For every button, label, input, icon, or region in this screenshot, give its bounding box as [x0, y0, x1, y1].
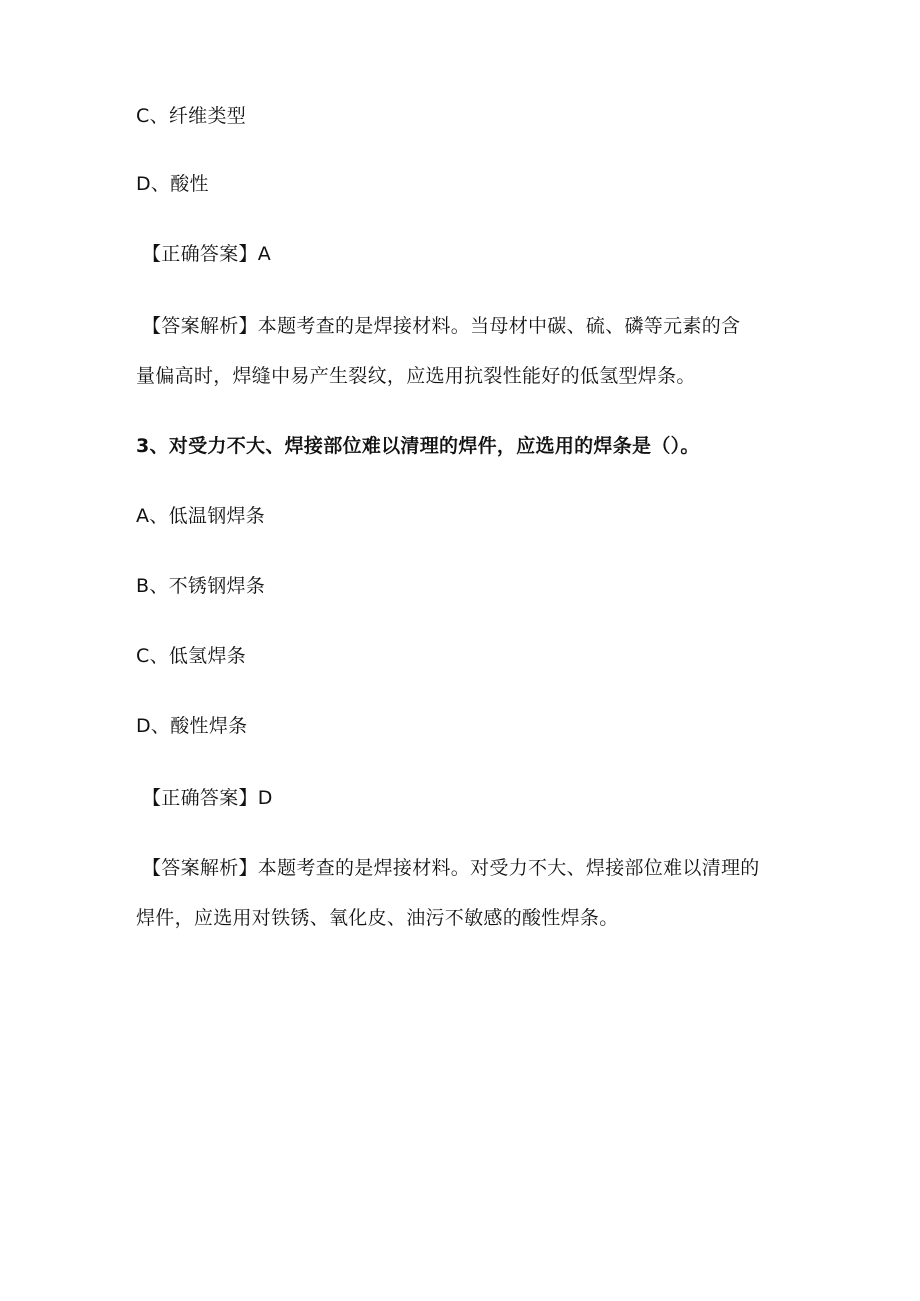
- correct-answer-prev: 【正确答案】A: [142, 243, 272, 265]
- question-3-option-a: A、低温钢焊条: [136, 505, 266, 527]
- question-3-explanation-line-1: 【答案解析】本题考查的是焊接材料。对受力不大、焊接部位难以清理的: [142, 857, 760, 879]
- question-3-correct-answer: 【正确答案】D: [142, 787, 273, 809]
- question-3-stem: 3、对受力不大、焊接部位难以清理的焊件，应选用的焊条是（）。: [136, 435, 700, 457]
- question-3-option-c: C、低氢焊条: [136, 645, 247, 667]
- question-3-option-b: B、不锈钢焊条: [136, 575, 266, 597]
- option-c-prev: C、纤维类型: [136, 105, 247, 127]
- question-3-option-d: D、酸性焊条: [136, 715, 248, 737]
- explanation-prev-line-2: 量偏高时，焊缝中易产生裂纹，应选用抗裂性能好的低氢型焊条。: [136, 365, 696, 387]
- option-d-prev: D、酸性: [136, 173, 209, 195]
- explanation-prev-line-1: 【答案解析】本题考查的是焊接材料。当母材中碳、硫、磷等元素的含: [142, 315, 741, 337]
- question-3-explanation-line-2: 焊件，应选用对铁锈、氧化皮、油污不敏感的酸性焊条。: [136, 907, 619, 929]
